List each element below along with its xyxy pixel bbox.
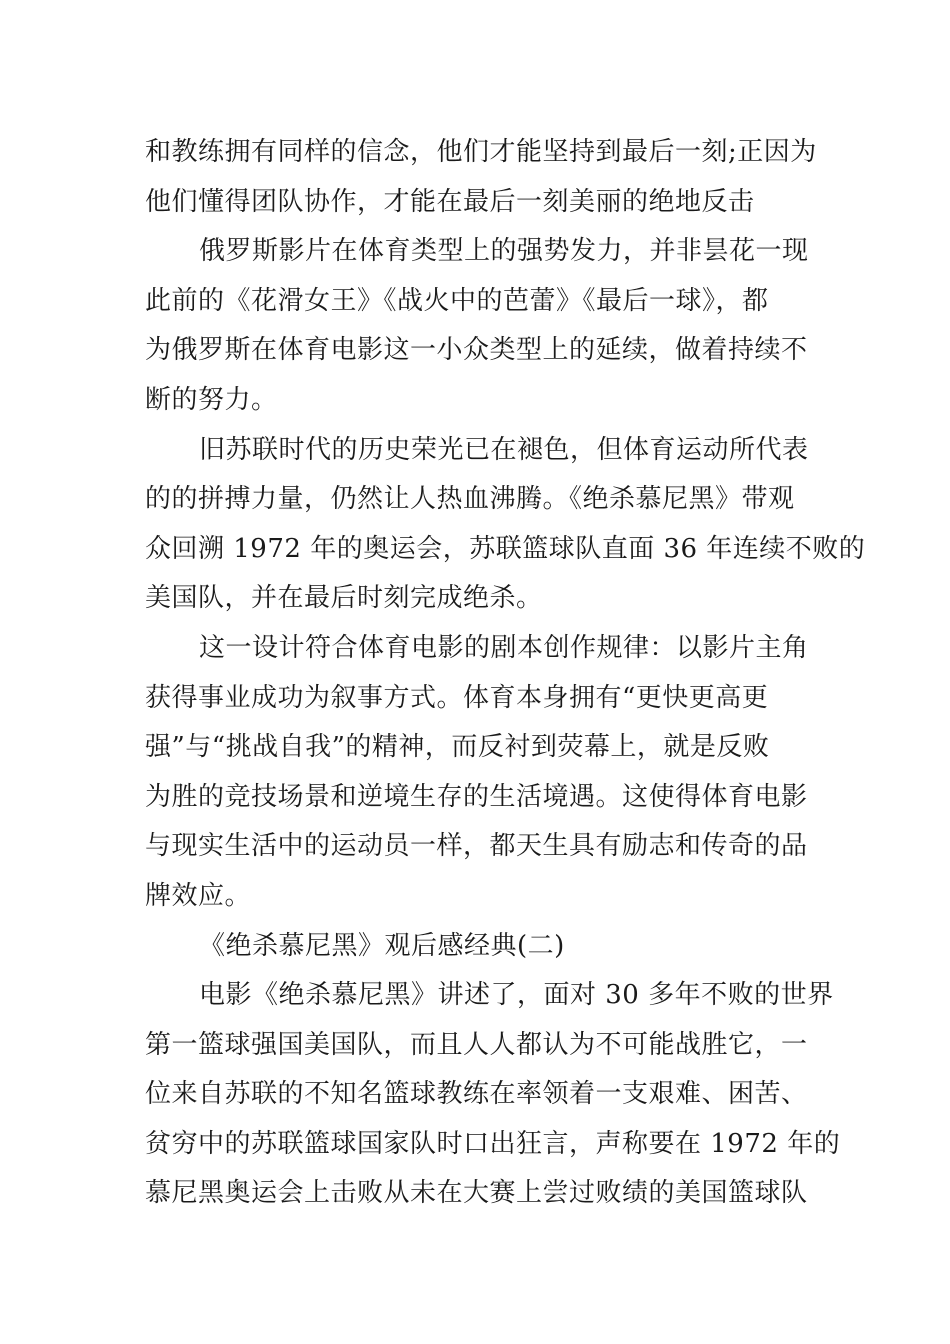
text-line: 为俄罗斯在体育电影这一小众类型上的延续，做着持续不 — [145, 335, 808, 366]
text-line: 贫穷中的苏联篮球国家队时口出狂言，声称要在 1972 年的 — [145, 1128, 841, 1159]
text-line: 强”与“挑战自我”的精神，而反衬到荧幕上，就是反败 — [145, 732, 770, 763]
text-line: 断的努力。 — [145, 384, 278, 415]
paragraph-4 — [145, 624, 815, 922]
text-line: 众回溯 1972 年的奥运会，苏联篮球队直面 36 年连续不败的 — [145, 533, 866, 564]
paragraph-1 — [145, 128, 815, 227]
text-line: 美国队，并在最后时刻完成绝杀。 — [145, 583, 543, 614]
paragraph-5 — [145, 971, 841, 1219]
text-line: 第一篮球强国美国队，而且人人都认为不可能战胜它，一 — [145, 1029, 808, 1060]
paragraph-2 — [145, 227, 815, 425]
text-line: 位来自苏联的不知名篮球教练在率领着一支艰难、困苦、 — [145, 1079, 808, 1110]
text-line: 的的拼搏力量，仍然让人热血沸腾。《绝杀慕尼黑》带观 — [145, 484, 795, 515]
text-line: 慕尼黑奥运会上击败从未在大赛上尝过败绩的美国篮球队 — [145, 1178, 808, 1209]
text-line: 电影《绝杀慕尼黑》讲述了，面对 30 多年不败的世界 — [199, 980, 834, 1011]
text-line: 和教练拥有同样的信念，他们才能坚持到最后一刻;正因为 — [145, 137, 817, 167]
section-heading — [145, 922, 815, 972]
text-line: 此前的《花滑女王》《战火中的芭蕾》《最后一球》，都 — [145, 285, 769, 316]
section-heading-text: 《绝杀慕尼黑》观后感经典(二) — [199, 930, 565, 961]
paragraph-3 — [145, 426, 866, 624]
text-line: 旧苏联时代的历史荣光已在褪色，但体育运动所代表 — [199, 434, 809, 465]
text-line: 这一设计符合体育电影的剧本创作规律：以影片主角 — [199, 632, 809, 663]
text-line: 为胜的竞技场景和逆境生存的生活境遇。这使得体育电影 — [145, 781, 808, 812]
text-line: 牌效应。 — [145, 880, 252, 911]
text-line: 获得事业成功为叙事方式。体育本身拥有“更快更高更 — [145, 682, 769, 713]
text-line: 他们懂得团队协作，才能在最后一刻美丽的绝地反击 — [145, 186, 755, 217]
document-body — [145, 128, 866, 1219]
text-line: 与现实生活中的运动员一样，都天生具有励志和传奇的品 — [145, 831, 808, 862]
text-line: 俄罗斯影片在体育类型上的强势发力，并非昙花一现 — [199, 236, 809, 267]
